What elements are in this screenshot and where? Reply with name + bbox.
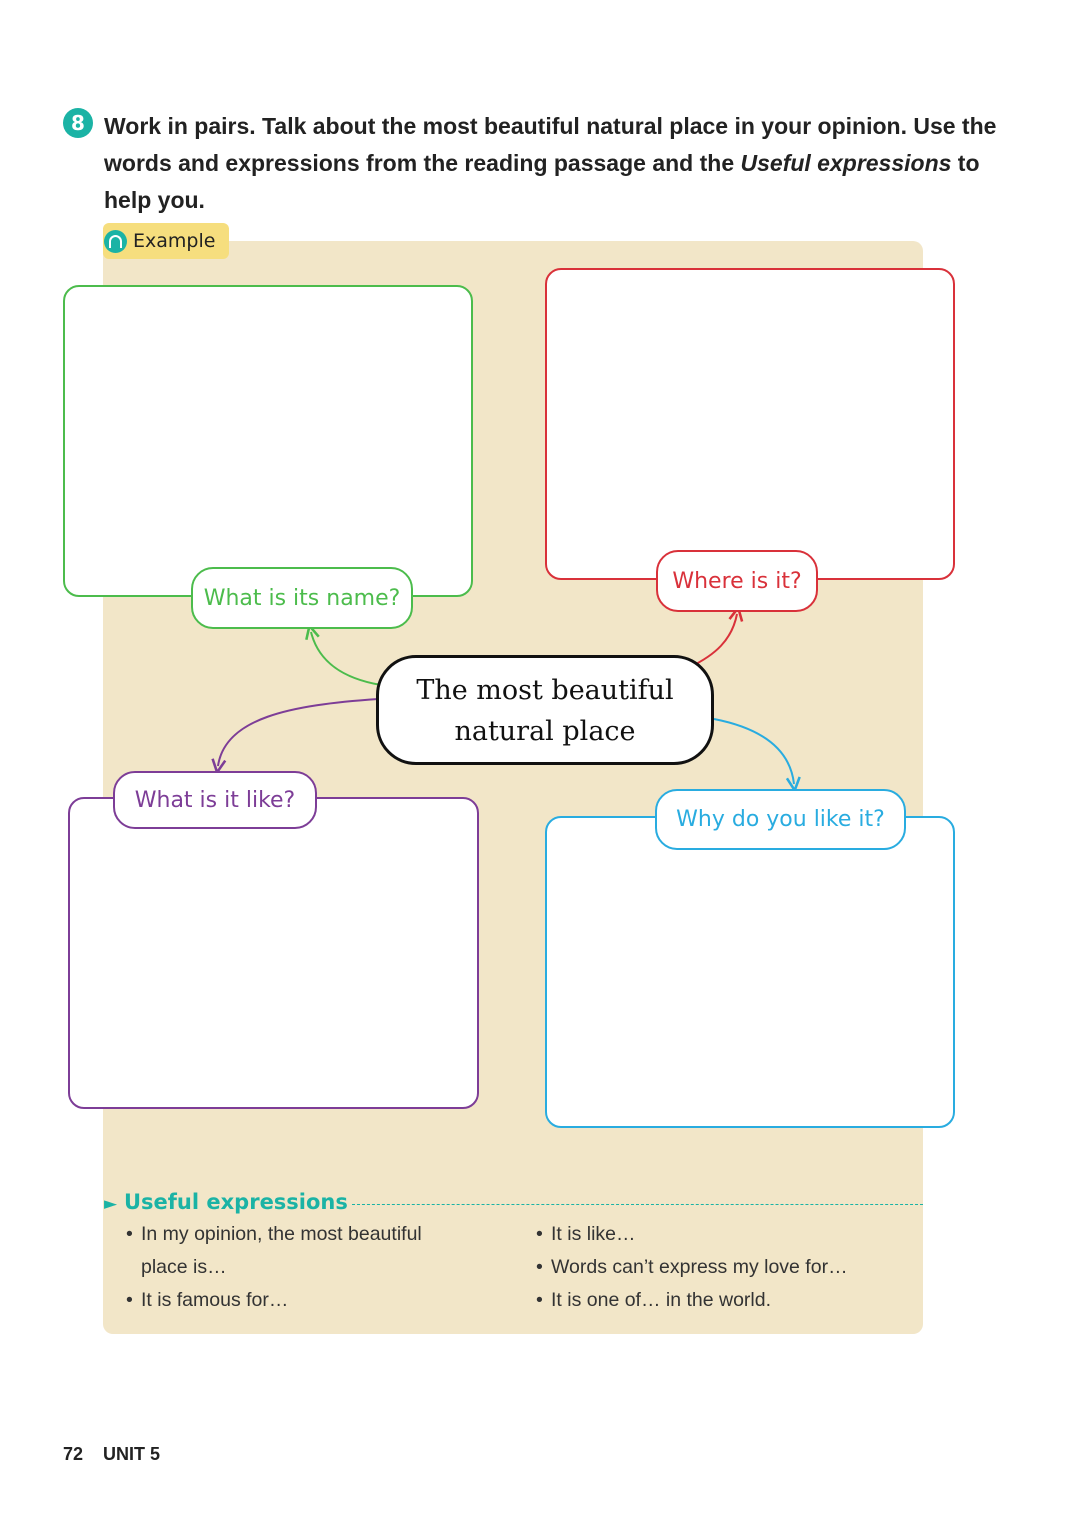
connector-blue	[714, 719, 794, 784]
example-tag: Example	[103, 223, 229, 259]
expression-item: • In my opinion, the most beautiful place is…	[126, 1223, 422, 1278]
question-where-pill: Where is it?	[656, 550, 818, 612]
expression-item: • It is famous for…	[126, 1289, 289, 1311]
question-why-pill: Why do you like it?	[655, 789, 906, 850]
mind-map-center	[376, 655, 714, 765]
connector-green	[311, 632, 381, 685]
page-footer	[63, 1444, 160, 1465]
exercise-number-badge: 8	[63, 108, 93, 138]
unit-label: UNIT 5	[103, 1444, 161, 1464]
useful-expressions-title: Useful expressions	[124, 1190, 348, 1214]
instruction-italic: Useful expressions	[740, 150, 952, 176]
center-line-2: natural place	[454, 716, 636, 747]
instruction-text-1: Work in pairs. Talk about the most beautiful natural place in your opinion. Use the words and expressions from the reading passage and the	[104, 113, 997, 176]
expression-item: • It is like…	[536, 1223, 636, 1245]
expression-item: • Words can’t express my love for…	[536, 1256, 848, 1278]
connector-red	[690, 614, 737, 667]
page-number: 72	[63, 1444, 84, 1464]
center-line-1: The most beautiful	[416, 675, 674, 706]
question-name-pill: What is its name?	[191, 567, 413, 629]
question-like-pill: What is it like?	[113, 771, 317, 829]
dashed-divider	[352, 1204, 923, 1205]
instruction-text-2: to help you.	[104, 150, 980, 213]
arrow-right-icon: ►	[104, 1194, 118, 1214]
connector-purple	[218, 699, 378, 766]
expression-item: • It is one of… in the world.	[536, 1289, 772, 1311]
